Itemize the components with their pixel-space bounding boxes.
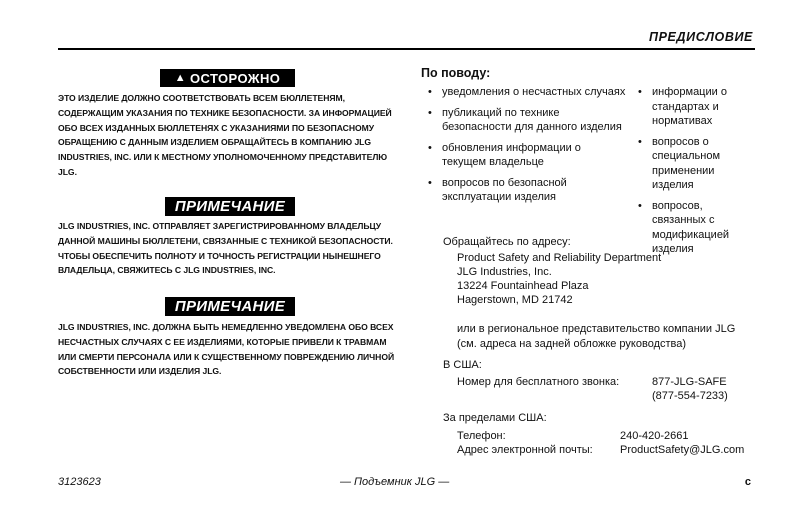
regional-office-line: или в региональное представительство компании JLG [457, 323, 736, 335]
list-item: • вопросов, связанных с модификацией изделия [638, 199, 758, 257]
tollfree-label: Номер для бесплатного звонка: [457, 376, 620, 388]
contact-topics-heading: По поводу: [421, 66, 491, 80]
tollfree-number[interactable]: 877-JLG-SAFE [652, 376, 727, 388]
address-line: Hagerstown, MD 21742 [457, 294, 573, 306]
email-label: Адрес электронной почты: [457, 444, 593, 456]
list-item: • публикаций по технике безопасности для данного изделия [428, 106, 628, 135]
note-text-2: JLG INDUSTRIES, INC. ДОЛЖНА БЫТЬ НЕМЕДЛЕННО УВЕДОМЛЕНА ОБО ВСЕХ НЕСЧАСТНЫХ СЛУЧАЯХ С ЕЕ ИЗДЕЛИЯМИ, КОТОРЫЕ ПРИВЕЛИ К ТРАВМАМ ИЛИ СМЕРТИ ПЕРСОНАЛА ИЛИ К СУЩЕСТВЕННОМУ ПОВРЕЖДЕНИЮ ЛИЧНОЙ СОБСТВЕННОСТИ ИЛИ ИЗДЕЛИЯ JLG. [58, 322, 395, 377]
caution-label: ОСТОРОЖНО [190, 70, 281, 86]
list-item: • вопросов по безопасной эксплуатации изделия [428, 176, 628, 205]
topics-list-right [638, 85, 758, 263]
note-banner-2 [165, 297, 295, 316]
caution-text: ЭТО ИЗДЕЛИЕ ДОЛЖНО СООТВЕТСТВОВАТЬ ВСЕМ БЮЛЛЕТЕНЯМ, СОДЕРЖАЩИМ УКАЗАНИЯ ПО ТЕХНИКЕ БЕЗОПАСНОСТИ. ЗА ИНФОРМАЦИЕЙ ОБО ВСЕХ ИЗДАННЫХ БЮЛЛЕТЕНЯХ С УКАЗАНИЯМИ ПО БЕЗОПАСНОМУ ОБРАЩЕНИЮ С ДАННЫМ ИЗДЕЛИЕМ ОБРАЩАЙТЕСЬ В КОМПАНИЮ JLG INDUSTRIES, INC. ИЛИ К МЕСТНОМУ УПОЛНОМОЧЕННОМУ ПРЕДСТАВИТЕЛЮ JLG. [58, 93, 392, 177]
tollfree-number-digits[interactable]: (877-554-7233) [652, 390, 728, 402]
address-line: Product Safety and Reliability Department [457, 252, 662, 264]
note-label-2: ПРИМЕЧАНИЕ [174, 298, 286, 315]
footer-product-name: — Подъемник JLG — [340, 476, 450, 488]
contact-heading: Обращайтесь по адресу: [443, 236, 571, 248]
usa-heading: В США: [443, 359, 482, 371]
caution-banner [160, 69, 295, 87]
email-link[interactable]: ProductSafety@JLG.com [620, 444, 745, 456]
regional-office-note: (см. адреса на задней обложке руководства) [457, 338, 687, 350]
phone-label: Телефон: [457, 430, 506, 442]
header-rule [58, 48, 755, 50]
outside-usa-heading: За пределами США: [443, 412, 547, 424]
note-text-1: JLG INDUSTRIES, INC. ОТПРАВЛЯЕТ ЗАРЕГИСТРИРОВАННОМУ ВЛАДЕЛЬЦУ ДАННОЙ МАШИНЫ БЮЛЛЕТЕНИ, СВЯЗАННЫЕ С ТЕХНИКОЙ БЕЗОПАСНОСТИ. ЧТОБЫ ОБЕСПЕЧИТЬ ПОЛНОТУ И ТОЧНОСТЬ РЕГИСТРАЦИИ НЫНЕШНЕГО ВЛАДЕЛЬЦА, СВЯЖИТЕСЬ С JLG INDUSTRIES, INC. [58, 221, 393, 276]
list-item: • информации о стандартах и нормативах [638, 85, 758, 129]
address-line: JLG Industries, Inc. [457, 266, 552, 278]
warning-triangle-icon: ▲ [174, 72, 187, 84]
document-number: 3123623 [58, 476, 101, 488]
list-item: • обновления информации о текущем владельце [428, 141, 628, 170]
note-label-1: ПРИМЕЧАНИЕ [174, 198, 286, 215]
page-number: c [744, 476, 751, 488]
phone-number[interactable]: 240-420-2661 [620, 430, 689, 442]
list-item: • уведомления о несчастных случаях [428, 85, 628, 100]
address-line: 13224 Fountainhead Plaza [457, 280, 589, 292]
page-header-title: ПРЕДИСЛОВИЕ [649, 30, 753, 44]
topics-list-left [428, 85, 628, 211]
note-banner-1 [165, 197, 295, 216]
list-item: • вопросов о специальном применении изделия [638, 135, 758, 193]
